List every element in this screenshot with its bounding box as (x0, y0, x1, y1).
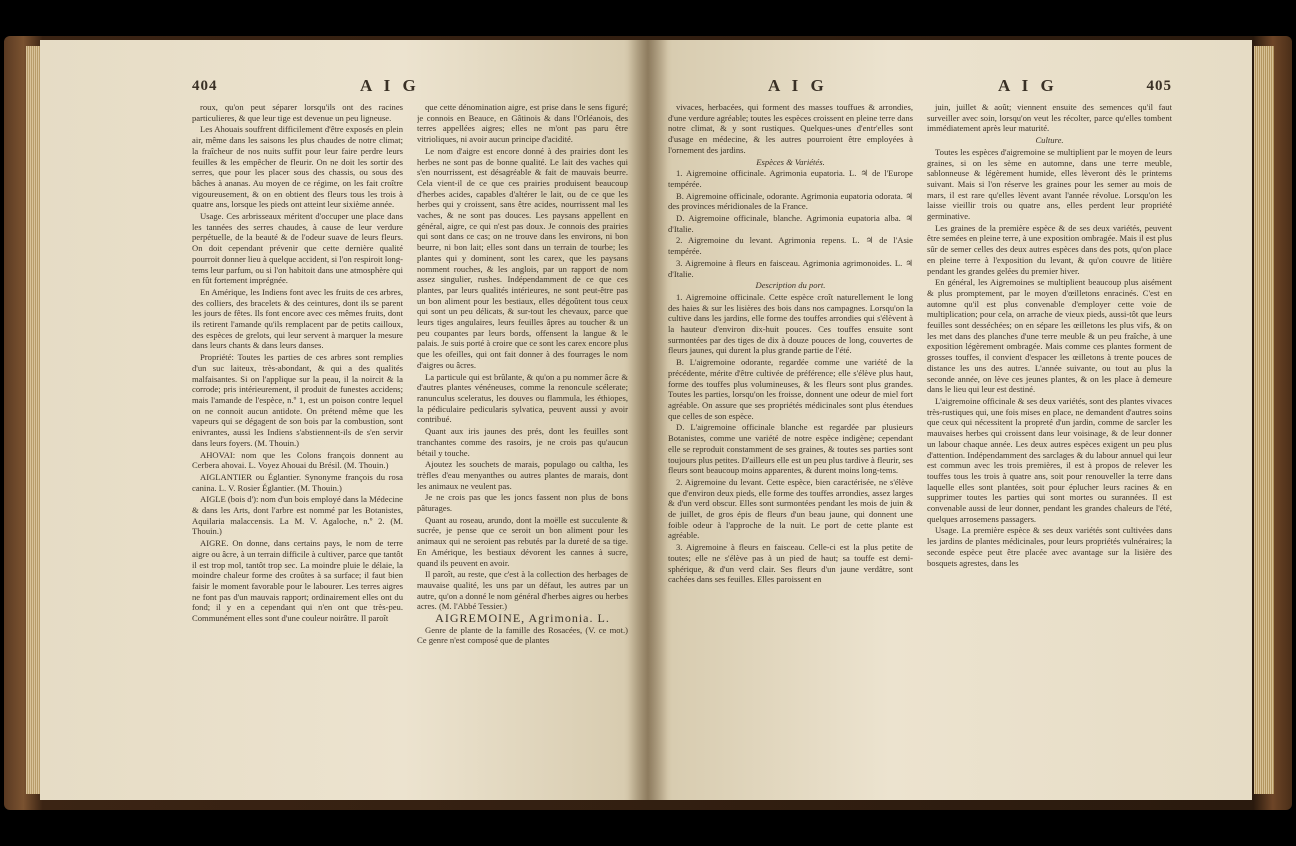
entry-heading: AIGREMOINE, Agrimonia. L. (435, 611, 610, 626)
left-columns (192, 102, 628, 790)
paragraph: 2. Aigremoine du levant. Cette espèce, bien caractérisée, ne s'élève que d'environ deux pieds, elle forme des touffes arrondies, assez larges & d'un verd obscur. Elles sont surmontées pendant les mois de juin & de juillet, de gros épis de fleurs d'un beau jaune, qui donnent une foible odeur à l'approche de la nuit. Le port de cette plante est agréable. (668, 476, 913, 541)
species-item: D. Aigremoine officinale, blanche. Agrimonia eupatoria alba. ♃ d'Italie. (668, 213, 913, 234)
paragraph: La particule qui est brûlante, & qu'on a pu nommer âcre & d'autres plantes vénéneuses, comme la renoncule scélerate; ranunculus sceleratus, les douves ou flammula, les éthiopes, la pédiculaire pedicularis sylvatica, peuvent aussi y avoir contribué. (417, 371, 628, 425)
paragraph: L'aigremoine officinale & ses deux variétés, sont des plantes vivaces très-rustiques qui, une fois mises en place, ne demandent d'autres soins que ceux qui nécessitent la propreté d'un jardin, comme de sarcler les mauvaises herbes qui croissent dans leur voisinage, & de leur donner un labour chaque année. Les deux autres espèces exigent un peu plus d'attention. Indépendamment des sarclages & du labour annuel qui leur est commun avec les trois premières, il est à propos de relever les touffes tous les trois à quatre ans, soit pour renouveller la terre dans laquelle elles sont plantées, soit pour éplucher leurs racines & en supprimer toutes les parties qui sont mortes ou surannées. Il est convenable aussi de leur donner, pendant les grandes chaleurs de l'été, quelques arrosemens passagers. (927, 395, 1172, 524)
paragraph: Propriété: Toutes les parties de ces arbres sont remplies d'un suc laiteux, très-abondant, & qui a des qualités malfaisantes. Si on l'applique sur la peau, il la noircit & la corrode; pris intérieurement, il produit de funestes accidens; mais l'amande de l'espèce, n.º 1, est un poison contre lequel on ne connoit aucun antidote. On prétend même que les vapeurs qui se dégagent de son bois par la combustion, sont enivrantes, aussi les Indiens s'abstiennent-ils de s'en servir dans leurs foyers. (M. Thouin.) (192, 352, 403, 448)
paragraph: Je ne crois pas que les joncs fassent non plus de bons pâturages. (417, 492, 628, 514)
section-heading-culture: Culture. (1035, 135, 1064, 146)
paragraph: AIGLE (bois d'): nom d'un bois employé dans la Médecine & dans les Arts, dont l'arbre est nommé par les Botanistes, Aquilaria malaccensis. La M. V. Agaloche, n.º 2. (M. Thouin.) (192, 494, 403, 537)
paragraph: 3. Aigremoine à fleurs en faisceau. Celle-ci est la plus petite de toutes; elle ne s'élève pas à un pied de haut; sa touffe est demi-sphérique, & d'un verd clair. Ses fleurs d'un jaune verdâtre, sont cachées dans ses feuilles. Elles paroissent en (668, 542, 913, 585)
right-page-header (668, 76, 1172, 98)
page-edges-right (1254, 46, 1274, 794)
paragraph: Toutes les espèces d'aigremoine se multiplient par le moyen de leurs graines, si on les sème en automne, dans une terre meuble, sablonneuse & légèrement humide, elles lèveront dès le printems suivant. Mais si l'on réserve les graines pour les semer au mois de mars, il est rare qu'elles lèvent avant l'année révolue. Lorsqu'on les laisse vieillir trois ou quatre ans, elles perdent leur propriété germinative. (927, 146, 1172, 222)
species-item: B. Aigremoine officinale, odorante. Agrimonia eupatoria odorata. ♃ des provinces méridionales de la France. (668, 190, 913, 212)
left-column-2 (417, 102, 628, 790)
paragraph: Les graines de la première espèce & de ses deux variétés, peuvent être semées en pleine terre, à une exposition ombragée. Mais il est plus sûr de semer celles des deux autres espèces dans des pots, qu'on place en pleine terre à l'exposition du levant, & qu'on couvre de litière pendant les grandes gelées du premier hiver. (927, 222, 1172, 276)
paragraph: Ajoutez les souchets de marais, populago ou caltha, les trèfles d'eau menyanthes ou autres plantes de marais, dont les animaux ne veulent pas. (417, 459, 628, 491)
left-running-head: A I G (360, 76, 420, 95)
right-folio: 405 (1146, 78, 1172, 94)
paragraph: Usage. Ces arbrisseaux méritent d'occuper une place dans les tannées des serres chaudes, à cause de leur verdure perpétuelle, de la beauté & de l'odeur suave de leurs fleurs. On doit cependant prévenir que cette dernière qualité pourroit donner lieu à quelque accident, si l'on respiroit long-tems leur parfum, ou si l'on habitoit dans une atmosphère qui en fût fortement imprégnée. (192, 211, 403, 286)
paragraph: juin, juillet & août; viennent ensuite des semences qu'il faut surveiller avec soin, lorsqu'on veut les récolter, parce qu'elles tombent immédiatement après leur maturité. (927, 102, 1172, 134)
paragraph: AIGLANTIER ou Églantier. Synonyme françois du rosa canina. L. V. Rosier Églantier. (M. Thouin.) (192, 471, 403, 493)
species-item: 2. Aigremoine du levant. Agrimonia repens. L. ♃ de l'Asie tempérée. (668, 235, 913, 257)
left-page (40, 40, 648, 800)
paragraph: D. L'aigremoine officinale blanche est regardée par plusieurs Botanistes, comme une variété de notre espèce indigène; cependant elle se reproduit constamment de ses graines, & toutes ses parties sont toujours plus petites. D'ailleurs elle est un peu plus tardive à fleurir, ses fleurs sont beaucoup moins apparentes, & durent moins long-tems. (668, 422, 913, 476)
paragraph: que cette dénomination aigre, est prise dans le sens figuré; je connois en Beauce, en Gâtinois & dans l'Orléanois, des terres appellées aigres; elles ne m'ont pas paru être vitrioliques, ni avoir aucun principe d'acidité. (417, 102, 628, 145)
paragraph: Le nom d'aigre est encore donné à des prairies dont les herbes ne sont pas de bonne qualité. Le lait des vaches qui s'en nourrissent, est désagréable & fait de mauvais beurre. Cela vient-il de ce que ces prairies produisent beaucoup d'herbes acides, capables d'altérer le lait, ou de ce que les herbes qui y croissent, sans être acides, nourrissent mal les vaches, & ne sont pas douces. Les paysans appellent en général, aigre, ce qui n'est pas doux. Je connois des prairies qui sont dans ce cas; on ne trouve dans les environs, ni bon beurre, ni bon lait; elles sont dans un terrain de tourbe; les plantes qui y dominent, sont les carex, que les paysans nomment rouches, & les anglois, par un rapport de nom assez singulier, rushes. Indépendamment de ce que ces plantes, par leurs qualités intérieures, ne sont peut-être pas un bon aliment pour les bestiaux, elles dégoûtent tous ceux qui sont un peu délicats, & sur-tout les chevaux, parce que leurs tiges angulaires, leurs feuilles âpres au toucher & un peu coupantes par leurs bords, offensent la langue & le palais. Je suis porté à croire que ce sont les carex encore plus que les ofeilles, qui ont fait donner à des fourrages le nom d'aigres ou âcres. (417, 145, 628, 370)
left-folio: 404 (192, 78, 218, 94)
paragraph: Quant aux iris jaunes des prés, dont les feuilles sont tranchantes comme des rasoirs, je ne crois pas qu'aucun bétail y touche. (417, 426, 628, 458)
paragraph: Genre de plante de la famille des Rosacées, (V. ce mot.) Ce genre n'est composé que de plantes (417, 624, 628, 646)
paragraph: AHOVAI: nom que les Colons françois donnent au Cerbera ahovai. L. Voyez Ahouai du Brésil. (M. Thouin.) (192, 449, 403, 471)
paragraph: Quant au roseau, arundo, dont la moëlle est succulente & sucrée, je pense que ce seroit un bon aliment pour les animaux qui ne seroient pas rebutés par la dureté de sa tige. En Amérique, les bestiaux dévorent les cannes à sucre, quand ils peuvent en avoir. (417, 514, 628, 568)
right-columns (668, 102, 1172, 790)
paragraph: Les Ahouais souffrent difficilement d'être exposés en plein air, même dans les saisons les plus chaudes de notre climat; la fraîcheur de nos nuits suffit pour leur faire perdre leurs feuilles & les empêcher de fleurir. On ne doit les sortir des serres, que pour les placer sous des chassis, ou sous des bâches à ananas. Au moyen de ce régime, on les fait croître vigoureusement, & on en obtient des fleurs tous les trois à quatre ans, lorsque les pieds ont atteint leur sixième année. (192, 124, 403, 210)
paragraph: En Amérique, les Indiens font avec les fruits de ces arbres, des colliers, des bracelets & des ceintures, dont ils se parent les jours de fêtes. Ils font encore avec ces mêmes fruits, dont ils retirent l'amande qu'ils remplacent par de petits cailloux, des espèces de grelots, qui leur servent à marquer la mesure dans leurs chants & dans leurs danses. (192, 286, 403, 351)
paragraph: B. L'aigremoine odorante, regardée comme une variété de la précédente, mérite d'être cultivée de préférence; elle s'élève plus haut, forme des touffes plus volumineuses, & les fleurs sont plus grandes. Toutes les parties, lorsqu'on les froisse, donnent une odeur de miel fort agréable. On assure que ses propriétés médicinales sont plus étendues que celles de son espèce. (668, 357, 913, 421)
right-page (648, 40, 1252, 800)
left-page-header (192, 76, 628, 98)
paragraph: roux, qu'on peut séparer lorsqu'ils ont des racines particulieres, & que leur tige est devenue un peu ligneuse. (192, 102, 403, 123)
right-column-2 (927, 102, 1172, 790)
paragraph: 1. Aigremoine officinale. Cette espèce croît naturellement le long des haies & sur les lisières des bois dans nos campagnes. Lorsqu'on la cultive dans les jardins, elle forme des touffes arrondies qui s'élèvent à la hauteur d'environ dix-huit pouces. Ces touffes ensuite sont surmontées par des tiges de dix à douze pouces de long, couvertes de fleurs jaunes, qui durent la plus grande partie de l'été. (668, 291, 913, 356)
section-heading-species: Espèces & Variétés. (756, 156, 825, 167)
paragraph: vivaces, herbacées, qui forment des masses touffues & arrondies, d'une verdure agréable; toutes les espèces croissent en pleine terre dans notre climat, & y sont rustiques. Quelques-unes d'entr'elles sont d'usage en médecine, & les autres pourroient être employées à l'ornement des jardins. (668, 102, 913, 155)
paragraph: Usage. La première espèce & ses deux variétés sont cultivées dans les jardins de plantes médicinales, pour leurs propriétés vulnéraires; la seconde espèce peut être placée avec avantage sur la lisière des bosquets agrestes, dans les (927, 525, 1172, 568)
paragraph: Il paroît, au reste, que c'est à la collection des herbages de mauvaise qualité, les uns par un défaut, les autres par un autre, qu'on a donné le nom général d'herbes aigres ou herbes acres. (M. l'Abbé Tessier.) (417, 569, 628, 612)
right-running-head-right: A I G (998, 76, 1058, 95)
right-running-head-left: A I G (768, 76, 828, 95)
paragraph: En général, les Aigremoines se multiplient beaucoup plus aisément & plus promptement, par le moyen d'œilletons enracinés. C'est en automne qu'il est plus convenable d'employer cette voie de multiplication; pour cela, on arrache de vieux pieds, aussi-tôt que leurs feuilles sont desséchées; on en sépare les œilletons les plus vifs, & on les met dans des planches d'une terre meuble & un peu fraîche, à une exposition légèrement ombragée. Mais comme ces plantes forment de grosses touffes, il convient d'espacer les œilletons à trente pouces de distance les uns des autres. L'année suivante, ou tout au plus la seconde année, on lève ces jeunes plantes, & on les place à demeure dans le lieu qui leur est destiné. (927, 277, 1172, 395)
left-column-1 (192, 102, 403, 790)
right-column-1 (668, 102, 913, 790)
section-heading-description: Description du port. (755, 280, 826, 291)
species-item: 1. Aigremoine officinale. Agrimonia eupatoria. L. ♃ de l'Europe tempérée. (668, 168, 913, 189)
paragraph: AIGRE. On donne, dans certains pays, le nom de terre aigre ou âcre, à un terrain difficile à cultiver, parce que tantôt il est trop mol, tantôt trop sec. La moindre pluie le délaie, la moindre chaleur forme des croûtes à sa surface; il faut bien faisir le moment favorable pour le labourer. Les terres aigres ne font pas d'un mauvais rapport; ordinairement elles ont du fond; il y en a cependant qui n'en ont que très-peu. Communément elles sont d'une couleur noirâtre. Il paroît (192, 538, 403, 624)
species-item: 3. Aigremoine à fleurs en faisceau. Agrimonia agrimonoides. L. ♃ d'Italie. (668, 257, 913, 279)
